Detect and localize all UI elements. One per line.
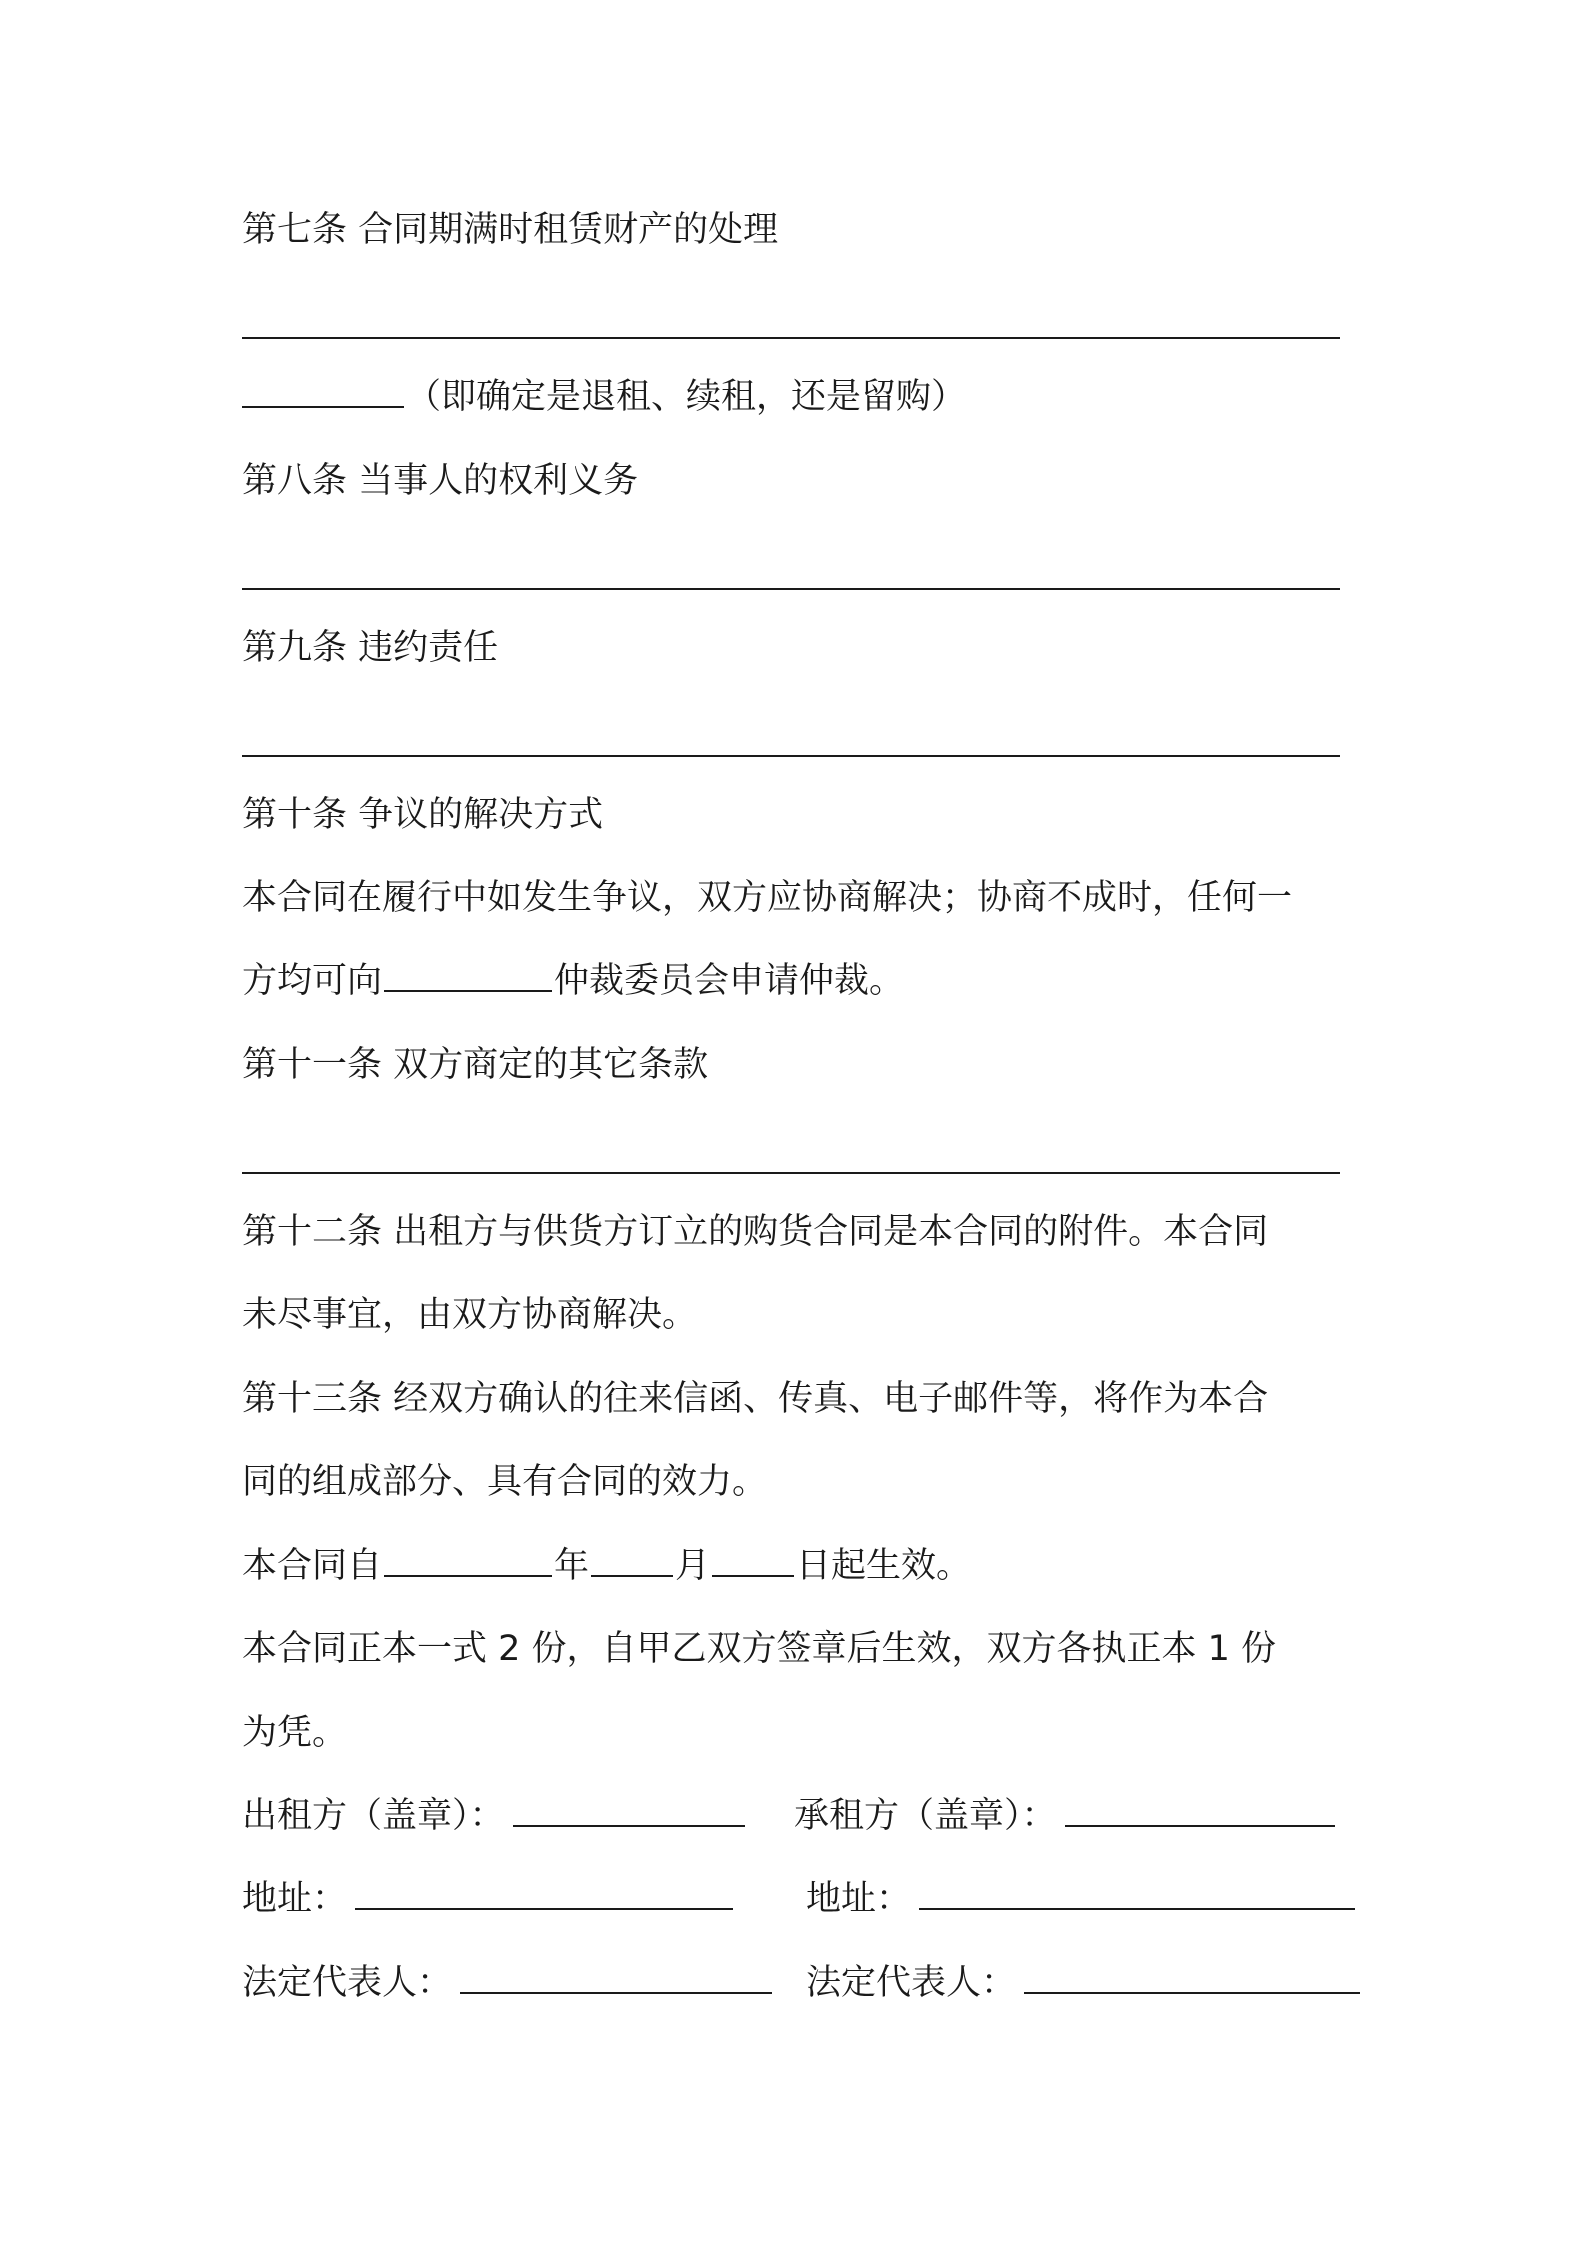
text-fragment: 仲裁委员会申请仲裁。 (554, 961, 905, 1001)
signature-blank (1065, 1791, 1335, 1827)
month-blank (591, 1541, 673, 1577)
article-12-text-2: 未尽事宜，由双方协商解决。 (242, 1295, 698, 1335)
signature-blank (513, 1791, 745, 1827)
article-10-text-2 (242, 956, 1352, 1006)
text-fragment: 年 (554, 1546, 590, 1586)
field-label: 承租方（盖章）： (794, 1796, 1057, 1836)
field-label: 地址： (806, 1879, 912, 1919)
article-7-note-line (242, 372, 1352, 422)
text-fragment: 月 (675, 1546, 711, 1586)
article-13-text-2: 同的组成部分、具有合同的效力。 (242, 1462, 768, 1502)
signature-blank (355, 1874, 733, 1910)
article-12-text-1: 第十二条 出租方与供货方订立的购货合同是本合同的附件。本合同 (242, 1212, 1269, 1252)
text-fragment: 本合同自 (242, 1546, 383, 1586)
fill-line-article-8 (242, 588, 1340, 590)
lessee-seal-field (794, 1791, 1337, 1841)
field-label: 法定代表人： (806, 1963, 1017, 2003)
article-13-text-1: 第十三条 经双方确认的往来信函、传真、电子邮件等，将作为本合 (242, 1379, 1269, 1419)
lessee-rep-field (806, 1958, 1362, 2008)
text-fragment: 日起生效。 (796, 1546, 972, 1586)
field-label: 地址： (242, 1879, 348, 1919)
lessor-seal-field (242, 1791, 747, 1841)
field-label: 出租方（盖章）： (242, 1796, 505, 1836)
copies-text-2: 为凭。 (242, 1713, 348, 1753)
signature-blank (1024, 1958, 1360, 1994)
fill-line-article-9 (242, 755, 1340, 757)
copies-text-1: 本合同正本一式 2 份，自甲乙双方签章后生效，双方各执正本 1 份 (242, 1629, 1277, 1669)
text-fragment: 方均可向 (242, 961, 383, 1001)
signature-blank (460, 1958, 772, 1994)
article-10-title: 第十条 争议的解决方式 (242, 795, 604, 835)
day-blank (712, 1541, 794, 1577)
article-7-title: 第七条 合同期满时租赁财产的处理 (242, 210, 779, 250)
arbitration-blank (384, 956, 552, 992)
article-9-title: 第九条 违约责任 (242, 628, 499, 668)
lessee-address-field (806, 1874, 1357, 1924)
fill-blank (242, 372, 404, 408)
fill-line-article-11 (242, 1172, 1340, 1174)
lessor-address-field (242, 1874, 735, 1924)
article-11-title: 第十一条 双方商定的其它条款 (242, 1045, 709, 1085)
signature-blank (919, 1874, 1355, 1910)
article-8-title: 第八条 当事人的权利义务 (242, 461, 639, 501)
year-blank (384, 1541, 552, 1577)
article-7-note: （即确定是退租、续租，还是留购） (406, 377, 967, 417)
lessor-rep-field (242, 1958, 774, 2008)
effective-date-line (242, 1541, 1352, 1591)
article-10-text-1: 本合同在履行中如发生争议，双方应协商解决；协商不成时，任何一 (242, 878, 1293, 918)
fill-line-article-7 (242, 337, 1340, 339)
field-label: 法定代表人： (242, 1963, 453, 2003)
